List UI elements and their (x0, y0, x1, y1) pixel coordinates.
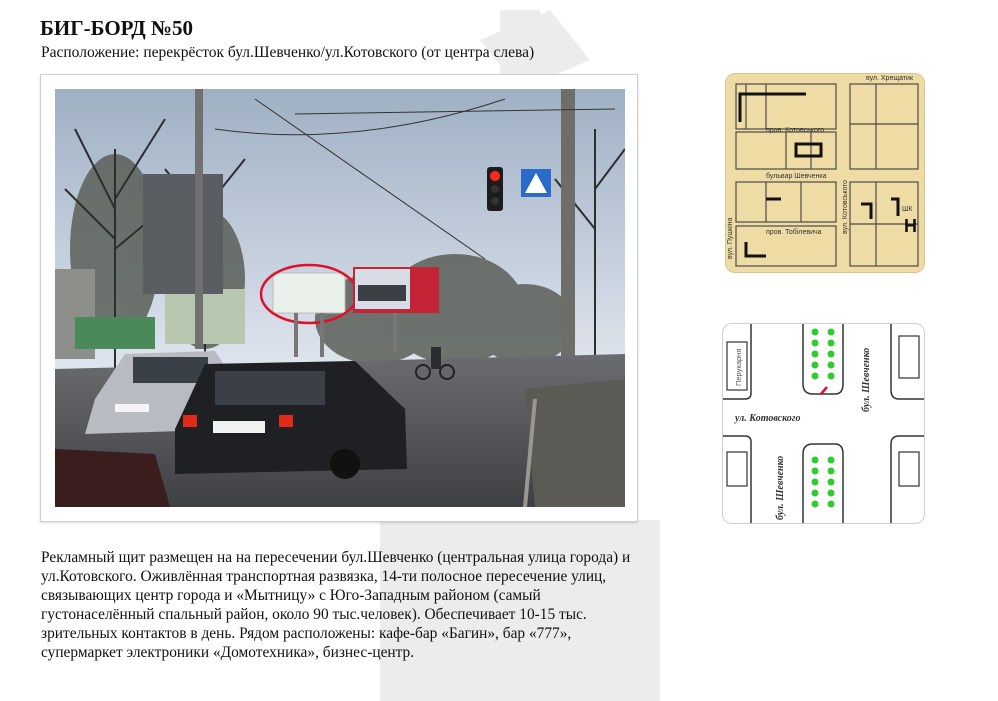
location-subtitle: Расположение: перекрёсток бул.Шевченко/ул.Котовского (от центра слева) (41, 44, 535, 61)
page-title: БИГ-БОРД №50 (40, 16, 194, 40)
map-label-kotovskoho-lane: пров. Котовського (766, 127, 825, 134)
billboard-description: Рекламный щит размещен на на пересечении бул.Шевченко (центральная улица города) и ул.Котовского. Оживлённая транспортная развязка, 14-ти полосное пересечение улиц, связывающих центр города и «Мытницу» с Юго-Западным районом (самый густонаселённый спальный район, около 90 тыс.человек). Обеспечивает 10-15 тыс. зрительных контактов в день. Рядом расположены: кафе-бар «Багин», бар «777», супермаркет электроники «Домотехника», бизнес-центр. (41, 549, 631, 661)
intersection-scheme (722, 323, 925, 524)
map-label-pushkina: вул. Пушкіна (727, 217, 734, 259)
map-label-khreshchatyk: вул. Хрещатик (866, 75, 914, 82)
map-label-shk: ШК (902, 206, 913, 213)
billboard-marker (821, 387, 827, 394)
scheme-label-kotovskoho: ул. Котовского (735, 413, 801, 424)
map-label-tobilevycha: пров. Тобілевича (766, 229, 822, 236)
map-hotel-h-icon: H (904, 216, 917, 236)
map-label-shevchenko-blvd: бульвар Шевченка (766, 173, 827, 180)
map-label-kotovskoho: вул. Котовського (842, 180, 849, 234)
scheme-label-shevchenko-bottom: бул. Шевченко (775, 455, 786, 520)
scheme-label-shevchenko-top: бул. Шевченко (861, 347, 872, 412)
scheme-label-hotel: Перукарня (734, 348, 743, 386)
street-photo (55, 89, 625, 507)
location-map (725, 73, 925, 273)
photo-frame (40, 74, 638, 522)
